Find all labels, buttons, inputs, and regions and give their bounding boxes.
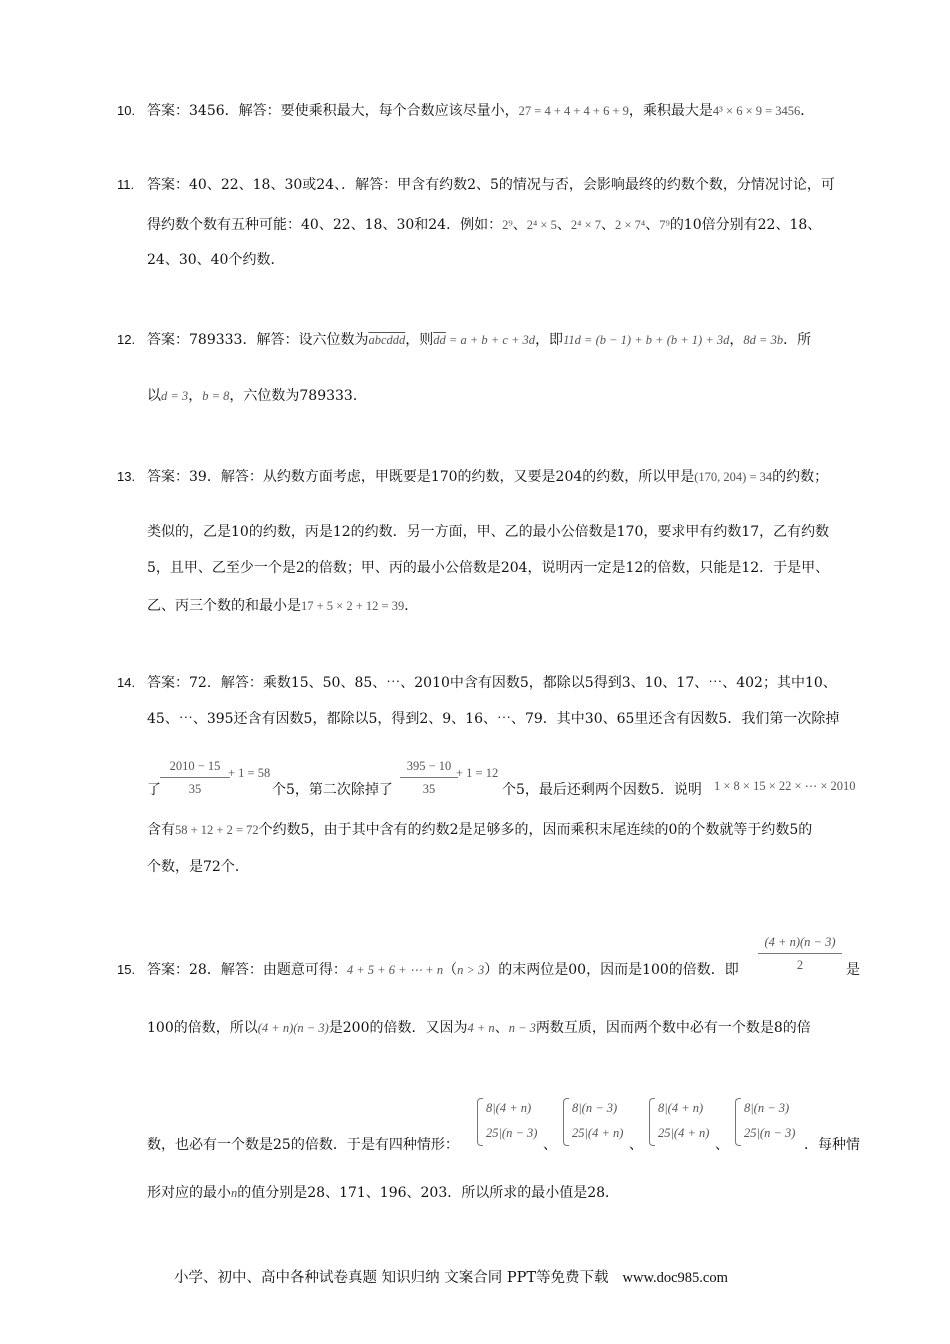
fraction: 395 − 10 35 bbox=[400, 758, 458, 797]
separator: 、 bbox=[543, 1137, 557, 1153]
math-expression: + 1 = 58 bbox=[228, 766, 271, 780]
problem-15-line-3-text: 数，也必有一个数是25的倍数．于是有四种情形： bbox=[147, 1137, 459, 1153]
problem-12-line-1: 答案：789333．解答：设六位数为abcddd，则$\overline{dd} = a + b + c + 3d$，即11d = (b − 1) + b + (b + 1) + 3d，8d = 3b．所 bbox=[147, 332, 812, 348]
fraction: 2010 − 15 35 bbox=[160, 758, 230, 797]
math-expression: b = 8 bbox=[202, 389, 230, 403]
case-system-2: 8|(n − 3) 25|(4 + n) bbox=[563, 1096, 623, 1146]
separator: 、 bbox=[715, 1137, 729, 1153]
problem-13-line-4: 乙、丙三个数的和最小是17 + 5 × 2 + 12 = 39． bbox=[147, 598, 419, 614]
math-expression: 27 = 4 + 4 + 4 + 6 + 9 bbox=[518, 104, 629, 118]
problem-number: 13. bbox=[117, 469, 136, 484]
footer-url-link[interactable]: www.doc985.com bbox=[622, 1270, 728, 1286]
problem-14-line-1: 答案：72．解答：乘数15、50、85、⋯、2010中含有因数5，都除以5得到3、10、17、⋯、402；其中10、 bbox=[147, 675, 837, 691]
problem-15-line-1-end: 是 bbox=[846, 962, 860, 978]
math-expression: + 1 = 12 bbox=[456, 766, 499, 780]
case-system-4: 8|(n − 3) 25|(n − 3) bbox=[735, 1096, 795, 1146]
math-expression: d = 3 bbox=[161, 389, 189, 403]
problem-15-line-1: 答案：28．解答：由题意可得：4 + 5 + 6 + ⋯ + n（n > 3）的末两位是00，因而是100的倍数．即 bbox=[147, 962, 739, 978]
math-expression: 4³ × 6 × 9 = 3456 bbox=[712, 104, 801, 118]
problem-13-line-2: 类似的，乙是10的约数，丙是12的约数．另一方面，甲、乙的最小公倍数是170，要求甲有约数17，乙有约数 bbox=[147, 524, 830, 540]
problem-12-line-2: 以d = 3，b = 8，六位数为789333． bbox=[147, 388, 367, 404]
math-expression: 11d = (b − 1) + b + (b + 1) + 3d bbox=[563, 333, 730, 347]
problem-14-line-3-text-b: 个5，第二次除掉了 bbox=[272, 782, 393, 798]
problem-14-line-4: 含有58 + 12 + 2 = 72个约数5，由于其中含有的约数2是足够多的，因而乘积末尾连续的0的个数就等于约数5的 bbox=[147, 822, 813, 838]
math-expression: (170, 204) = 34 bbox=[694, 470, 773, 484]
footer bbox=[174, 1266, 728, 1287]
fraction: (4 + n)(n − 3) 2 bbox=[758, 934, 842, 973]
math-expression: n > 3 bbox=[457, 963, 485, 977]
math-expression: (4 + n)(n − 3) bbox=[257, 1021, 329, 1035]
problem-14-line-3-text-a: 了 bbox=[147, 782, 161, 798]
math-expression: = a + b + c + 3d bbox=[445, 333, 536, 347]
footer-text: 小学、初中、高中各种试卷真题 知识归纳 文案合同 PPT等免费下载 bbox=[174, 1270, 609, 1286]
problem-number: 15. bbox=[117, 962, 136, 977]
case-system-1: 8|(4 + n) 25|(n − 3) bbox=[477, 1096, 537, 1146]
problem-13-line-1: 答案：39．解答：从约数方面考虑，甲既要是170的约数，又要是204的约数，所以甲是(170, 204) = 34的约数； bbox=[147, 469, 829, 485]
math-expression: 58 + 12 + 2 = 72 bbox=[175, 823, 259, 837]
math-expression: 2⁹ bbox=[502, 218, 513, 232]
math-expression: 2 × 7⁴ bbox=[615, 218, 646, 232]
problem-11-line-1: 答案：40、22、18、30或24、．解答：甲含有约数2、5的情况与否，会影响最终的约数个数，分情况讨论，可 bbox=[147, 177, 835, 193]
problem-11-line-3: 24、30、40个约数． bbox=[147, 252, 285, 268]
problem-15-line-3-end: ．每种情 bbox=[804, 1137, 860, 1153]
math-expression: 8d = 3b bbox=[743, 333, 784, 347]
problem-14-line-5: 个数，是72个． bbox=[147, 859, 249, 875]
math-expression: abcddd bbox=[368, 333, 406, 347]
problem-number: 10. bbox=[117, 103, 136, 118]
math-expression: n − 3 bbox=[508, 1021, 536, 1035]
problem-14-line-3-text-c: 个5，最后还剩两个因数5．说明 bbox=[502, 782, 702, 798]
problem-11-line-2: 得约数个数有五种可能：40、22、18、30和24．例如：2⁹、2⁴ × 5、2⁴ × 7、2 × 7⁴、7⁹的10倍分别有22、18、 bbox=[147, 217, 822, 233]
math-expression: 4 + 5 + 6 + ⋯ + n bbox=[346, 963, 444, 977]
math-expression: 17 + 5 × 2 + 12 = 39 bbox=[301, 599, 405, 613]
problem-15-line-4: 形对应的最小n的值分别是28、171、196、203．所以所求的最小值是28． bbox=[147, 1185, 620, 1201]
problem-15-line-2: 100的倍数，所以(4 + n)(n − 3)是200的倍数．又因为4 + n、n − 3两数互质，因而两个数中必有一个数是8的倍 bbox=[147, 1020, 811, 1036]
math-expression: n bbox=[231, 1186, 238, 1200]
problem-number: 12. bbox=[117, 332, 136, 347]
math-expression: 1 × 8 × 15 × 22 × ⋯ × 2010 bbox=[714, 779, 856, 793]
separator: 、 bbox=[629, 1137, 643, 1153]
problem-14-line-2: 45、⋯、395还含有因数5，都除以5，得到2、9、16、⋯、79．其中30、65里还含有因数5．我们第一次除掉 bbox=[147, 711, 840, 727]
problem-number: 14. bbox=[117, 675, 136, 690]
problem-number: 11. bbox=[117, 177, 135, 192]
math-expression: 7⁹ bbox=[659, 218, 670, 232]
math-expression: $\overline{dd}$ bbox=[433, 333, 446, 347]
math-expression: 4 + n bbox=[467, 1021, 495, 1035]
math-expression: 2⁴ × 5 bbox=[526, 218, 557, 232]
case-system-3: 8|(4 + n) 25|(4 + n) bbox=[649, 1096, 709, 1146]
problem-13-line-3: 5，且甲、乙至少一个是2的倍数；甲、丙的最小公倍数是204，说明丙一定是12的倍数，只能是12．于是甲、 bbox=[147, 560, 830, 576]
problem-10-line-1: 答案：3456．解答：要使乘积最大，每个合数应该尽量小，27 = 4 + 4 + 4 + 6 + 9，乘积最大是4³ × 6 × 9 = 3456． bbox=[147, 103, 815, 119]
math-expression: 2⁴ × 7 bbox=[570, 218, 602, 232]
